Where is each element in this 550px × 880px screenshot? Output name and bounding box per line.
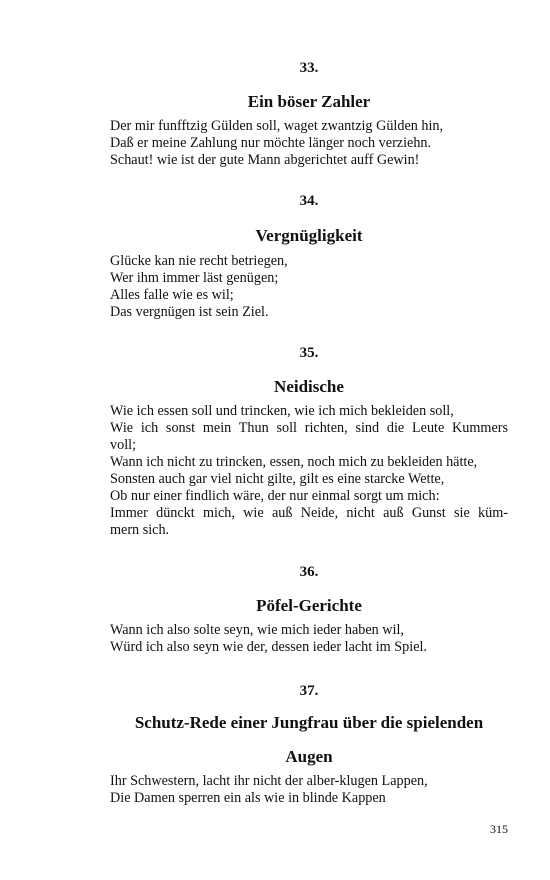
poem-text (110, 622, 508, 656)
page-number: 315 (490, 822, 508, 836)
poem-number: 33. (299, 60, 319, 76)
poem-text (110, 118, 508, 169)
verse-line: mern sich. (110, 522, 170, 538)
poem-title: Ein böser Zahler (247, 92, 371, 111)
verse-line: Die Damen sperren ein als wie in blinde Kappen (110, 790, 386, 806)
verse-line: Glücke kan nie recht betriegen, (110, 253, 288, 269)
verse-line: Daß er meine Zahlung nur möchte länger noch verziehn. (110, 135, 432, 151)
poem-title: Schutz-Rede einer Jungfrau über die spielenden (134, 713, 484, 732)
poem-title-continuation: Augen (285, 747, 333, 766)
verse-line: Wann ich nicht zu trincken, essen, noch mich zu bekleiden hätte, (110, 454, 478, 470)
verse-line: Wie ich sonst mein Thun soll richten, sind die Leute Kummers (110, 420, 508, 436)
poem-title: Neidische (274, 377, 344, 396)
poem-text (110, 253, 508, 321)
poem-text (110, 403, 508, 539)
verse-line: Wann ich also solte seyn, wie mich ieder haben wil, (110, 622, 404, 638)
verse-line: Ihr Schwestern, lacht ihr nicht der alber-klugen Lappen, (110, 773, 428, 789)
verse-line: Der mir funfftzig Gülden soll, waget zwantzig Gülden hin, (110, 118, 444, 134)
verse-line: Sonsten auch gar viel nicht gilte, gilt es eine starcke Wette, (110, 471, 445, 487)
poem-number: 37. (299, 683, 319, 699)
verse-line: Würd ich also seyn wie der, dessen ieder lacht im Spiel. (110, 639, 427, 655)
poem-title: Vergnügligkeit (255, 226, 363, 245)
verse-line: Das vergnügen ist sein Ziel. (110, 304, 269, 320)
poem-number: 34. (299, 193, 319, 209)
poem-number: 36. (299, 564, 319, 580)
poem-title: Pöfel-Gerichte (256, 596, 362, 615)
verse-line: Alles falle wie es wil; (110, 287, 234, 303)
verse-line: Immer dünckt mich, wie auß Neide, nicht auß Gunst sie küm- (110, 505, 508, 521)
verse-line: Ob nur einer findlich wäre, der nur einmal sorgt um mich: (110, 488, 440, 504)
poem-number: 35. (299, 345, 319, 361)
verse-line: Wer ihm immer läst genügen; (110, 270, 279, 286)
verse-line: Wie ich essen soll und trincken, wie ich mich bekleiden soll, (110, 403, 454, 419)
verse-line: Schaut! wie ist der gute Mann abgerichtet auff Gewin! (110, 152, 420, 168)
poem-text (110, 773, 508, 807)
verse-line: voll; (110, 437, 137, 453)
